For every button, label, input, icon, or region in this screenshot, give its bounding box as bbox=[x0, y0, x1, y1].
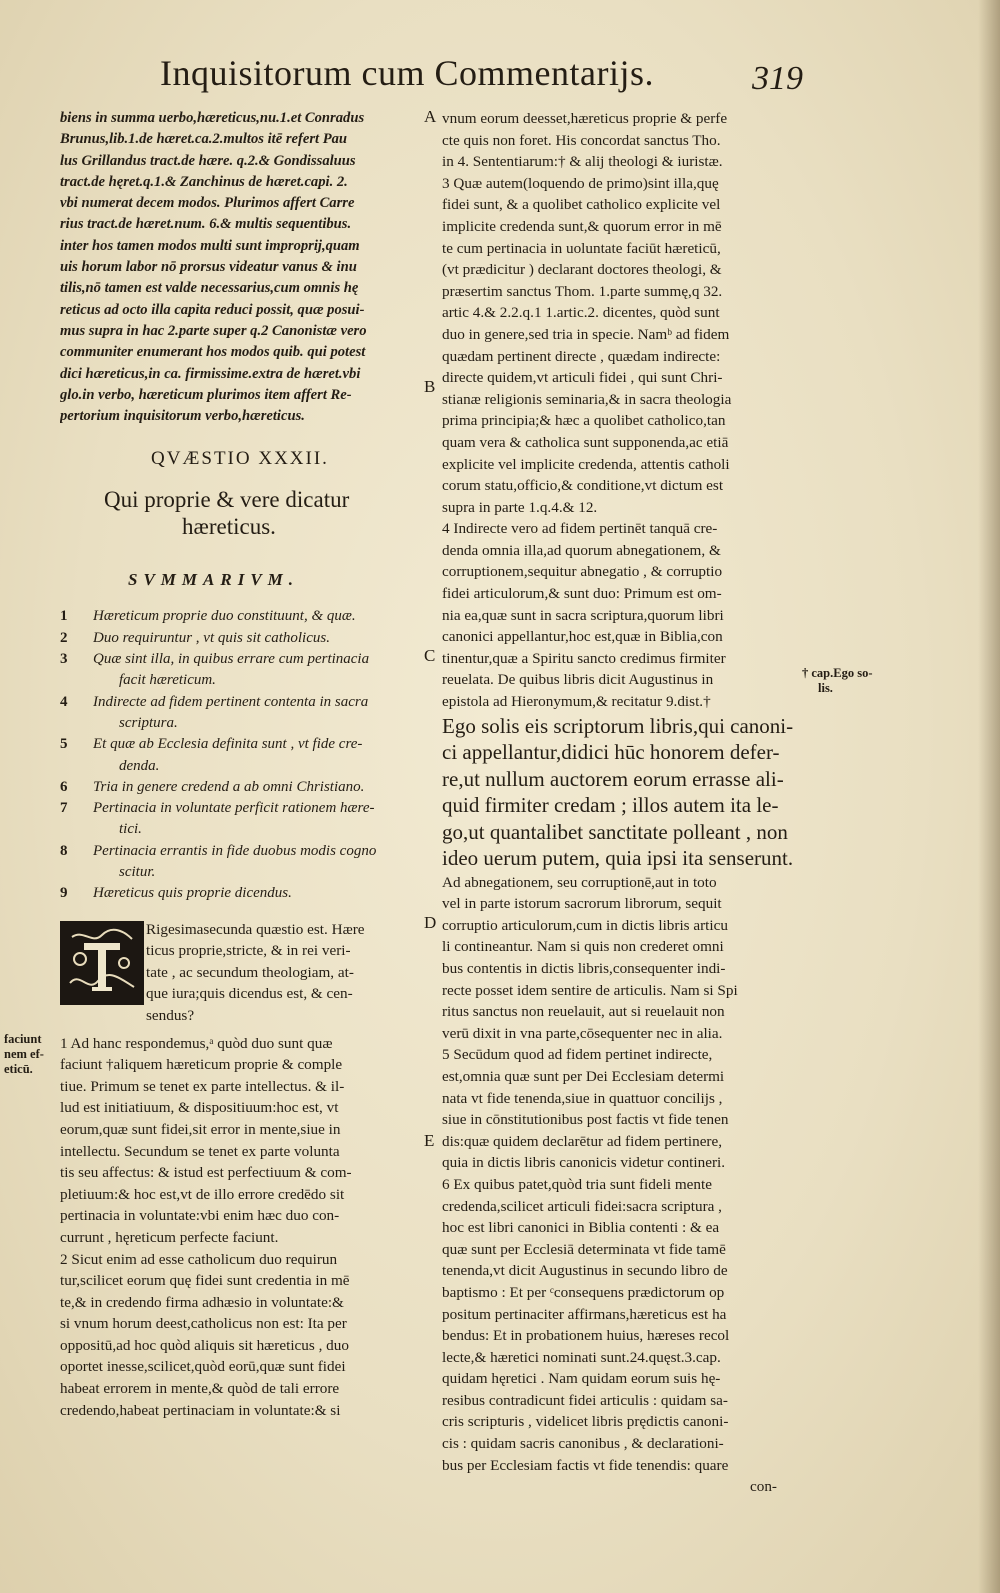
text-line: vbi numerat decem modos. Plurimos affert Carre bbox=[60, 195, 355, 212]
summary-item-text: Hæreticus quis proprie dicendus. bbox=[93, 885, 292, 902]
summary-item-text: scitur. bbox=[119, 864, 156, 881]
text-line: resibus contradicunt fidei articulis : quidam sa- bbox=[442, 1391, 728, 1409]
summary-item bbox=[60, 798, 420, 841]
text-line: explicite vel implicite credenda, attentis catholi bbox=[442, 455, 730, 473]
text-line: reuelata. De quibus libris dicit Augustinus in bbox=[442, 671, 714, 689]
text-line: faciunt †aliquem hæreticum proprie & comple bbox=[60, 1056, 343, 1074]
text-line: quæ sunt per Ecclesiā determinata vt fide tamē bbox=[442, 1240, 726, 1258]
summary-item-text: tici. bbox=[119, 821, 142, 838]
text-line: 3 Quæ autem(loquendo de primo)sint illa,quę bbox=[442, 174, 719, 192]
summary-item-number: 7 bbox=[60, 800, 68, 817]
section-b-text bbox=[442, 389, 797, 670]
text-line: eorum,quæ sunt fidei,sit error in mente,siue in bbox=[60, 1120, 341, 1138]
text-line: verū dixit in vna parte,cōsequenter nec in alia. bbox=[442, 1024, 723, 1042]
summary-item-text: facit hæreticum. bbox=[119, 672, 216, 689]
text-line: sendus? bbox=[146, 1006, 195, 1024]
text-line: cte quis non foret. His concordat sanctus Tho. bbox=[442, 131, 721, 149]
question-label: QVÆSTIO XXXII. bbox=[151, 448, 329, 470]
text-line: ritus sanctus non reuelauit, aut si reuelauit non bbox=[442, 1003, 725, 1021]
text-line: (vt prædicitur ) declarant doctores theologi, & bbox=[442, 261, 722, 279]
section-letter-a: A bbox=[424, 107, 437, 126]
text-line: que iura;quis dicendus est, & cen- bbox=[146, 985, 353, 1003]
text-line: bus contentis in dictis libris,consequenter indi- bbox=[442, 960, 726, 977]
section-d-text bbox=[442, 958, 797, 1196]
text-line: tis seu affectus: & istud est perfectiuum & com- bbox=[60, 1164, 352, 1182]
margin-note-line: lis. bbox=[818, 681, 833, 695]
text-line: li contineantur. Nam si quis non crederet omni bbox=[442, 938, 724, 956]
text-line: ticus proprie,stricte, & in rei veri- bbox=[146, 942, 351, 960]
left-margin-note bbox=[4, 1032, 44, 1077]
question-title-line-2: hæreticus. bbox=[182, 514, 276, 540]
text-line: oportet inesse,scilicet,quòd eorū,quæ sunt fidei bbox=[60, 1358, 346, 1376]
text-line: pertinacia in voluntate:vbi enim hæc duo con- bbox=[60, 1207, 340, 1225]
text-line: dis:quæ quidem declarētur ad fidem pertinere, bbox=[442, 1132, 723, 1150]
section-c-text bbox=[442, 669, 797, 712]
summary-list bbox=[60, 606, 420, 904]
ornamental-initial-graphic bbox=[62, 923, 142, 1003]
summary-item-text: Quæ sint illa, in quibus errare cum pertinacia bbox=[93, 651, 370, 668]
text-line: glo.in verbo, hæreticum plurimos item affert Re- bbox=[60, 386, 352, 403]
text-line: præsertim sanctus Thom. 1.parte summę,q 32. bbox=[442, 282, 723, 300]
text-line: inter hos tamen modos multi sunt improprij,quam bbox=[60, 237, 360, 254]
text-line: oppositū,ad hoc quòd aliquis sit hæreticus , duo bbox=[60, 1336, 349, 1354]
summary-heading: SVMMARIVM. bbox=[128, 570, 300, 590]
text-line: nia ea,quæ sunt in sacra scriptura,quorum libri bbox=[442, 606, 724, 624]
text-line: 2 Sicut enim ad esse catholicum duo requirun bbox=[60, 1250, 338, 1268]
folio-number: 319 bbox=[752, 60, 803, 97]
text-line: tenenda,vt dicit Augustinus in secundo libro de bbox=[442, 1262, 728, 1280]
right-margin-note bbox=[802, 666, 873, 696]
summary-item bbox=[60, 734, 420, 777]
text-line: ci appellantur,didici hūc honorem defer- bbox=[442, 740, 780, 765]
summary-item bbox=[60, 649, 420, 692]
text-line: implicite credenda sunt,& quorum error in mē bbox=[442, 217, 722, 235]
text-line: denda omnia illa,ad quorum abnegationem, & bbox=[442, 541, 721, 559]
text-line: artic 4.& 2.2.q.1 1.artic.2. dicentes, quòd sunt bbox=[442, 304, 720, 322]
text-line: supra in parte 1.q.4.& 12. bbox=[442, 498, 598, 516]
text-line: quia in dictis libris canonicis videtur contineri. bbox=[442, 1154, 726, 1172]
text-line: bus per Ecclesiam factis vt fide tenendis: quare bbox=[442, 1456, 729, 1474]
commentary-block bbox=[60, 108, 420, 427]
text-line: epistola ad Hieronymum,& recitatur 9.dist.† bbox=[442, 693, 711, 711]
section-e-text bbox=[442, 1196, 797, 1477]
text-line: corum statu,officio,& conditione,vt dictum est bbox=[442, 477, 724, 495]
text-line: credenda,scilicet articuli fidei:sacra scriptura , bbox=[442, 1197, 722, 1215]
text-line: 4 Indirecte vero ad fidem pertinēt tanquā cre- bbox=[442, 520, 718, 538]
catchword: con- bbox=[750, 1478, 777, 1496]
text-line: quid firmiter credam ; illos autem ita le- bbox=[442, 793, 779, 818]
summary-item-number: 9 bbox=[60, 885, 68, 902]
summary-item bbox=[60, 841, 420, 884]
text-line: tate , ac secundum theologiam, at- bbox=[146, 963, 354, 981]
text-line: siue in cōnstitutionibus post factis vt fide tenen bbox=[442, 1111, 729, 1129]
summary-item-text: Indirecte ad fidem pertinent contenta in sacra bbox=[93, 693, 369, 710]
text-line: cris scripturis , videlicet libris prędictis canoni- bbox=[442, 1413, 729, 1431]
ornamental-initial-t bbox=[60, 921, 144, 1005]
text-line: tinentur,quæ a Spiritu sancto credimus firmiter bbox=[442, 649, 726, 667]
augustine-quotation bbox=[442, 713, 797, 872]
text-line: baptismo : Et per ᶜconsequens prædictorum op bbox=[442, 1283, 725, 1301]
text-line: dici hæreticus,in ca. firmissime.extra de hæret.vbi bbox=[60, 365, 361, 382]
text-line: tiue. Primum se tenet ex parte intellectus. & il- bbox=[60, 1077, 345, 1095]
section-letter-d: D bbox=[424, 913, 437, 932]
text-line: duo in genere,sed tria in specie. Namᵇ ad fidem bbox=[442, 325, 730, 343]
text-line: re,ut nullum auctorem eorum errasse ali- bbox=[442, 766, 784, 791]
text-line: Ad abnegationem, seu corruptionē,aut in toto bbox=[442, 873, 717, 891]
text-line: rius tract.de hæret.num. 6.& multis sequentibus. bbox=[60, 216, 352, 233]
text-line: pletiuum:& hoc est,vt de illo errore credēdo sit bbox=[60, 1185, 345, 1203]
text-line: lud est initiatiuum, & dispositiuum:hoc est, vt bbox=[60, 1099, 339, 1117]
summary-item bbox=[60, 777, 420, 798]
summary-item-text: Hæreticum proprie duo constituunt, & quæ. bbox=[93, 608, 356, 625]
text-line: go,ut quantalibet sanctitate polleant , non bbox=[442, 819, 788, 844]
summary-item-text: Pertinacia errantis in fide duobus modis cogno bbox=[93, 842, 377, 859]
text-line: quam vera & catholica sunt supponenda,ac etiā bbox=[442, 433, 729, 451]
text-line: communiter enumerant hos modos quib. qui potest bbox=[60, 344, 366, 361]
text-line: est,omnia quæ sunt per Dei Ecclesiam determi bbox=[442, 1067, 725, 1085]
summary-item bbox=[60, 606, 420, 627]
initial-paragraph bbox=[60, 919, 420, 1027]
summary-item bbox=[60, 628, 420, 649]
section-a-text bbox=[442, 108, 797, 389]
text-line: nata vt fide tenenda,siue in quattuor concilijs , bbox=[442, 1089, 723, 1107]
summary-item-number: 1 bbox=[60, 608, 68, 625]
text-line: prima principia;& hæc a quolibet catholico,tan bbox=[442, 412, 726, 430]
text-line: si vnum horum deest,catholicus non est: Ita per bbox=[60, 1315, 347, 1333]
text-line: corruptio articulorum,cum in dictis libris articu bbox=[442, 916, 728, 934]
summary-item-number: 5 bbox=[60, 736, 68, 753]
text-line: 1 Ad hanc respondemus,ᵃ quòd duo sunt quæ bbox=[60, 1034, 333, 1052]
text-line: tract.de hęret.q.1.& Zanchinus de hæret.capi. 2. bbox=[60, 173, 348, 190]
text-line: fidei articulorum,& sunt duo: Primum est om- bbox=[442, 585, 722, 603]
summary-item-text: Pertinacia in voluntate perficit rationem hære- bbox=[93, 800, 375, 817]
text-line: Ego solis eis scriptorum libris,qui canoni- bbox=[442, 713, 794, 738]
summary-item-number: 8 bbox=[60, 842, 68, 859]
summary-item-text: scriptura. bbox=[119, 714, 178, 731]
margin-note-line: eticū. bbox=[4, 1062, 33, 1076]
text-line: corruptionem,sequitur abnegatio , & corruptio bbox=[442, 563, 723, 581]
text-line: Brunus,lib.1.de hæret.ca.2.multos itē refert Pau bbox=[60, 131, 348, 148]
text-line: Rigesimasecunda quæstio est. Hære bbox=[146, 920, 365, 938]
section-letter-b: B bbox=[424, 377, 436, 396]
text-line: canonici appellantur,hoc est,quæ in Biblia,con bbox=[442, 628, 723, 646]
text-line: credendo,habeat pertinaciam in voluntate:& si bbox=[60, 1401, 341, 1419]
text-line: positum pertinaciter affirmans,hæreticus est ha bbox=[442, 1305, 727, 1323]
summary-item-text: Tria in genere credend a ab omni Christiano. bbox=[93, 778, 365, 795]
text-line: habeat errorem in mente,& quòd de tali errore bbox=[60, 1380, 340, 1398]
text-line: mus supra in hac 2.parte super q.2 Canonistæ vero bbox=[60, 322, 367, 339]
summary-item-number: 3 bbox=[60, 651, 68, 668]
summary-item bbox=[60, 883, 420, 904]
text-line: in 4. Sententiarum:† & alij theologi & iuristæ. bbox=[442, 153, 723, 171]
text-line: biens in summa uerbo,hæreticus,nu.1.et Conradus bbox=[60, 110, 365, 126]
question-title-line-1: Qui proprie & vere dicatur bbox=[104, 487, 350, 513]
summary-item bbox=[60, 692, 420, 735]
text-line: reticus ad octo illa capita reduci possit, quæ posui- bbox=[60, 301, 365, 318]
text-line: cis : quidam sacris canonibus , & declarationi- bbox=[442, 1435, 724, 1453]
text-line: 5 Secūdum quod ad fidem pertinet indirecte, bbox=[442, 1046, 713, 1064]
text-line: recte posset idem sentire de articulis. Nam si Spi bbox=[442, 981, 738, 999]
text-line: fidei sunt, & a quolibet catholico explicite vel bbox=[442, 196, 721, 214]
text-line: lus Grillandus tract.de hære. q.2.& Gondissaluus bbox=[60, 152, 356, 169]
margin-note-line: † cap.Ego so- bbox=[802, 666, 873, 680]
text-line: directe quidem,vt articuli fidei , qui sunt Chri- bbox=[442, 369, 723, 387]
section-letter-e: E bbox=[424, 1131, 435, 1150]
summary-item-text: Duo requiruntur , vt quis sit catholicus. bbox=[93, 629, 330, 646]
text-line: tur,scilicet eorum quę fidei sunt credentia in mē bbox=[60, 1272, 350, 1290]
text-line: lecte,& hæretici nominati sunt.24.quęst.3.cap. bbox=[442, 1348, 721, 1366]
section-c-continuation bbox=[442, 872, 797, 958]
text-line: quædam pertinent directe , quædam indirecte: bbox=[442, 347, 721, 365]
text-line: vnum eorum deesset,hæreticus proprie & perfe bbox=[442, 110, 728, 127]
text-line: tilis,nō tamen est valde necessarius,cum omnis hę bbox=[60, 280, 359, 297]
text-line: pertorium inquisitorum verbo,hæreticus. bbox=[60, 408, 305, 425]
text-line: te,& in credendo firma adhæsio in voluntate:& bbox=[60, 1293, 344, 1311]
left-body-text bbox=[60, 1033, 420, 1422]
text-line: quidam hęretici . Nam quidam eorum suis hę- bbox=[442, 1370, 721, 1388]
text-line: stianæ religionis seminaria,& in sacra theologia bbox=[442, 390, 732, 408]
right-column bbox=[442, 108, 797, 1498]
page-gutter-shadow bbox=[978, 0, 1000, 1593]
running-head: Inquisitorum cum Commentarijs. bbox=[160, 53, 654, 93]
text-line: hoc est libri canonici in Biblia contenti : & ea bbox=[442, 1219, 720, 1237]
margin-note-line: faciunt bbox=[4, 1032, 42, 1046]
section-letter-c: C bbox=[424, 646, 436, 665]
text-line: intellectu. Secundum se tenet ex parte volunta bbox=[60, 1142, 340, 1160]
summary-item-text: Et quæ ab Ecclesia definita sunt , vt fide cre- bbox=[93, 736, 363, 753]
text-line: te cum pertinacia in uoluntate faciūt hæreticū, bbox=[442, 239, 721, 257]
summary-item-number: 2 bbox=[60, 629, 68, 646]
summary-item-number: 4 bbox=[60, 693, 68, 710]
text-line: bendus: Et in probationem huius, hæreses recol bbox=[442, 1327, 730, 1345]
text-line: uis horum labor nō prorsus videatur vanus & inu bbox=[60, 259, 357, 276]
text-line: 6 Ex quibus patet,quòd tria sunt fideli mente bbox=[442, 1175, 712, 1193]
text-line: currunt , hęreticum perfecte faciunt. bbox=[60, 1228, 279, 1246]
text-line: ideo uerum putem, quia ipsi ita senserunt. bbox=[442, 846, 794, 871]
summary-item-number: 6 bbox=[60, 778, 68, 795]
left-column bbox=[60, 108, 420, 1421]
text-line: vel in parte istorum sacrorum librorum, sequit bbox=[442, 895, 722, 913]
summary-item-text: denda. bbox=[119, 757, 160, 774]
margin-note-line: nem ef- bbox=[4, 1047, 44, 1061]
